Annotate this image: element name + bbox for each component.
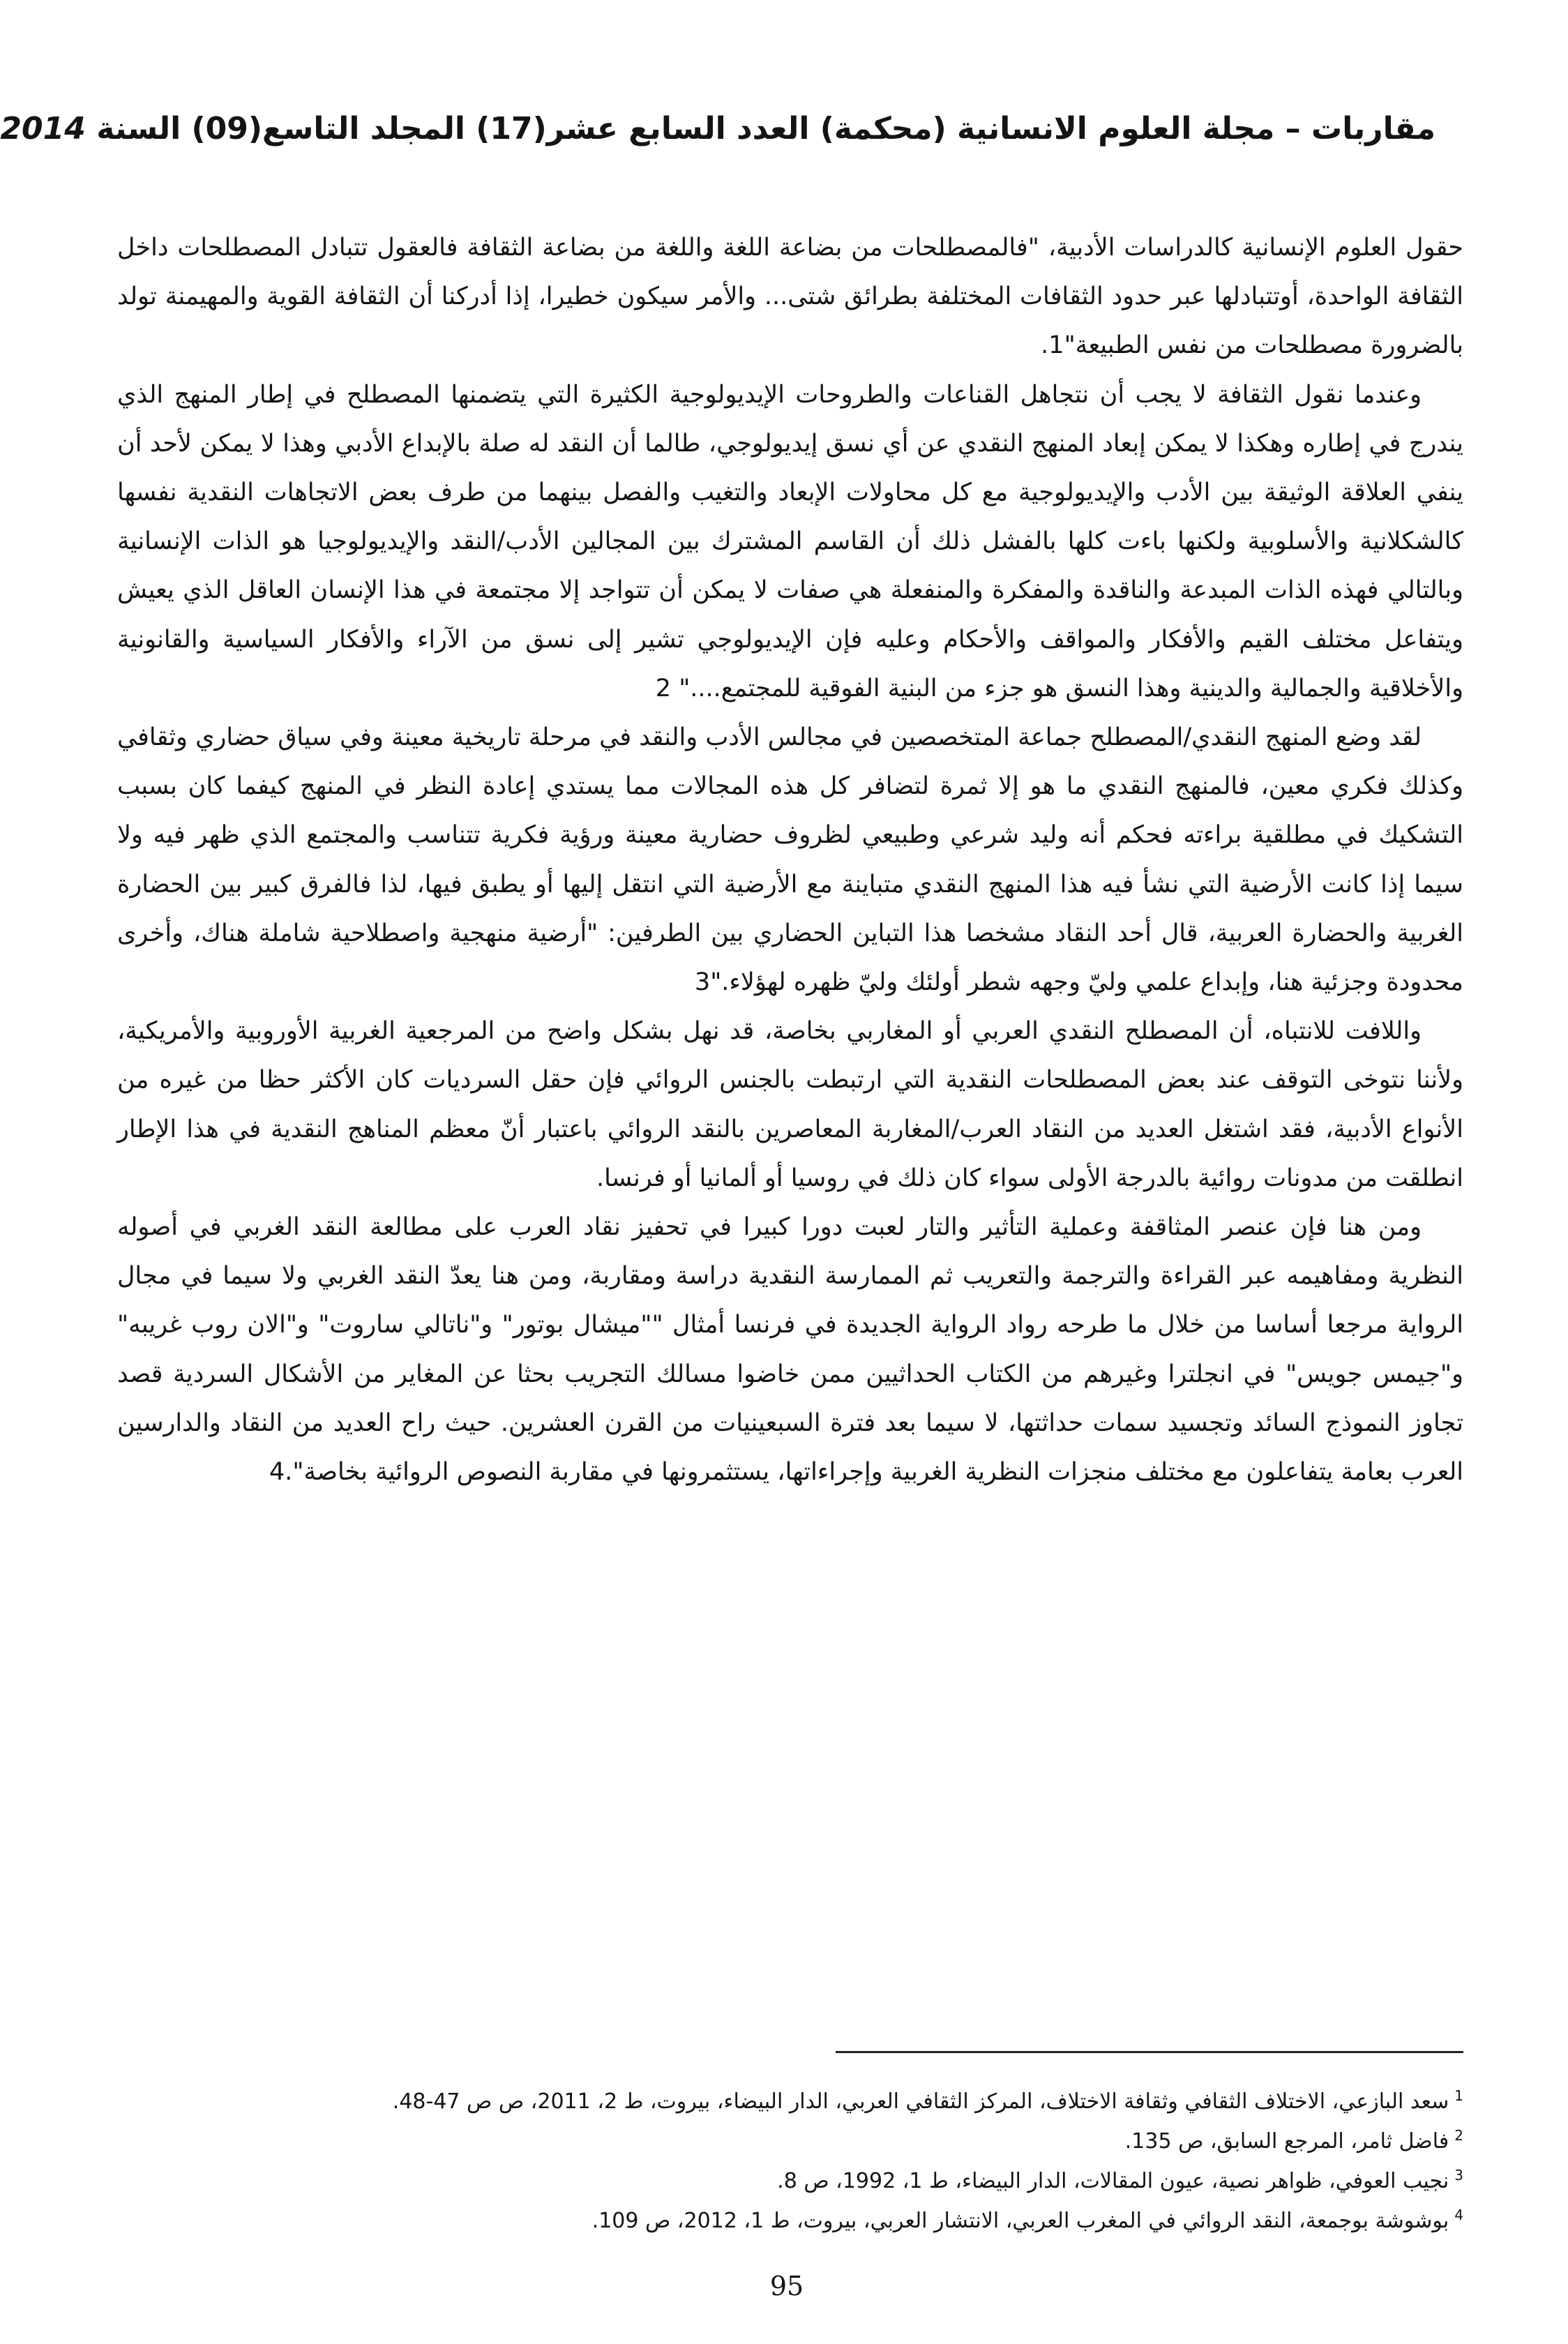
footnote-3 — [117, 2158, 1463, 2198]
paragraph-3: لقد وضع المنهج النقدي/المصطلح جماعة المتخصصين في مجالس الأدب والنقد في مرحلة تاريخية معينة وفي سياق حضاري وثقافي وكذلك فكري معين، فالمنهج النقدي ما هو إلا ثمرة لتضافر كل هذه المجالات مما يستدي إعادة النظر في المنهج كيفما كان بسبب التشكيك في مطلقية براءته فحكم أنه وليد شرعي وطبيعي لظروف حضارية معينة ورؤية فكرية تتناسب والمجتمع الذي ظهر فيه ولا سيما إذا كانت الأرضية التي نشأ فيه هذا المنهج النقدي متباينة مع الأرضية التي انتقل إليها أو يطبق فيها، لذا فالفرق كبير بين الحضارة الغربية والحضارة العربية، قال أحد النقاد مشخصا هذا التباين الحضاري بين الطرفين: "أرضية منهجية واصطلاحية شاملة هناك، وأخرى محدودة وجزئية هنا، وإبداع علمي وليّ وجهه شطر أولئك وليّ ظهره لهؤلاء."3 — [117, 723, 1463, 997]
footnote-text: نجيب العوفي، ظواهر نصية، عيون المقالات، الدار البيضاء، ط 1، 1992، ص 8. — [777, 2169, 1449, 2193]
footnote-text: بوشوشة بوجمعة، النقد الروائي في المغرب العربي، الانتشار العربي، بيروت، ط 1، 2012، ص 109. — [591, 2209, 1449, 2233]
running-header-year: 2014 — [0, 111, 86, 146]
footnote-4 — [117, 2198, 1463, 2238]
paragraph-4: واللافت للانتباه، أن المصطلح النقدي العربي أو المغاربي بخاصة، قد نهل بشكل واضح من المرجعية الغربية الأوروبية والأمريكية، ولأننا نتوخى التوقف عند بعض المصطلحات النقدية التي ارتبطت بالجنس الروائي فإن حقل السرديات كان الأكثر حظا من غيره من الأنواع الأدبية، فقد اشتغل العديد من النقاد العرب/المغاربة المعاصرين بالنقد الروائي باعتبار أنّ معظم المناهج النقدية في هذا الإطار انطلقت من مدونات روائية بالدرجة الأولى سواء كان ذلك في روسيا أو ألمانيا أو فرنسا. — [117, 1017, 1463, 1192]
footnote-2 — [117, 2119, 1463, 2158]
paragraph-2: وعندما نقول الثقافة لا يجب أن نتجاهل القناعات والطروحات الإيديولوجية الكثيرة التي يتضمنها المصطلح في إطار المنهج الذي يندرج في إطاره وهكذا لا يمكن إبعاد المنهج النقدي عن أي نسق إيديولوجي، طالما أن النقد له صلة بالإبداع الأدبي وهذا لا يمكن لأحد أن ينفي العلاقة الوثيقة بين الأدب والإيديولوجية مع كل محاولات الإبعاد والتغيب والفصل بينهما من طرف بعض الاتجاهات النقدية نفسها كالشكلانية والأسلوبية ولكنها باءت كلها بالفشل ذلك أن القاسم المشترك بين المجالين الأدب/النقد والإيديولوجيا هو الذات الإنسانية وبالتالي فهذه الذات المبدعة والناقدة والمفكرة والمنفعلة هي صفات لا يمكن أن تتواجد إلا مجتمعة في هذا الإنسان العاقل الذي يعيش ويتفاعل مختلف القيم والأفكار والمواقف والأحكام وعليه فإن الإيديولوجي تشير إلى نسق من الآراء والأفكار السياسية والقانونية والأخلاقية والجمالية والدينية وهذا النسق هو جزء من البنية الفوقية للمجتمع...." 2 — [117, 380, 1463, 703]
footnote-text: فاضل ثامر، المرجع السابق، ص 135. — [1124, 2129, 1449, 2154]
footnotes — [117, 2079, 1463, 2238]
body-text — [117, 223, 1463, 1496]
paragraph-5: ومن هنا فإن عنصر المثاقفة وعملية التأثير والتار لعبت دورا كبيرا في تحفيز نقاد العرب على مطالعة النقد الغربي في أصوله النظرية ومفاهيمه عبر القراءة والترجمة والتعريب ثم الممارسة النقدية دراسة ومقاربة، ومن هنا يعدّ النقد الغربي ولا سيما في مجال الرواية مرجعا أساسا من خلال ما طرحه رواد الرواية الجديدة في فرنسا أمثال ""ميشال بوتور" و"ناتالي ساروت" و"الان روب غريبه" و"جيمس جويس" في انجلترا وغيرهم من الكتاب الحداثيين ممن خاضوا مسالك التجريب بحثا عن المغاير من الأشكال السردية قصد تجاوز النموذج السائد وتجسيد سمات حداثتها، لا سيما بعد فترة السبعينيات من القرن العشرين. حيث راح العديد من النقاد والدارسين العرب بعامة يتفاعلون مع مختلف منجزات النظرية الغربية وإجراءاتها، يستثمرونها في مقاربة النصوص الروائية بخاصة".4 — [117, 1213, 1463, 1487]
paragraph-1: حقول العلوم الإنسانية كالدراسات الأدبية، "فالمصطلحات من بضاعة اللغة واللغة من بضاعة الثقافة فالعقول تتبادل المصطلحات داخل الثقافة الواحدة، أوتتبادلها عبر حدود الثقافات المختلفة بطرائق شتى... والأمر سيكون خطيرا، إذا أدركنا أن الثقافة القوية والمهيمنة تولد بالضرورة مصطلحات من نفس الطبيعة"1. — [117, 234, 1463, 360]
footnote-text: سعد البازعي، الاختلاف الثقافي وثقافة الاختلاف، المركز الثقافي العربي، الدار البيضاء، بيروت، ط 2، 2011، ص ص 47-48. — [392, 2089, 1449, 2114]
page-number: 95 — [769, 2271, 804, 2301]
footnote-1 — [117, 2079, 1463, 2119]
footnote-number: 3 — [1454, 2167, 1463, 2184]
footnote-separator — [836, 2051, 1463, 2053]
running-header-title: مقاربات – مجلة العلوم الانسانية (محكمة) العدد السابع عشر(17) المجلد التاسع(09) السنة — [96, 111, 1435, 146]
footnote-number: 4 — [1454, 2207, 1463, 2223]
footnote-number: 2 — [1454, 2127, 1463, 2144]
running-header — [0, 105, 1435, 153]
footnote-number: 1 — [1454, 2087, 1463, 2104]
